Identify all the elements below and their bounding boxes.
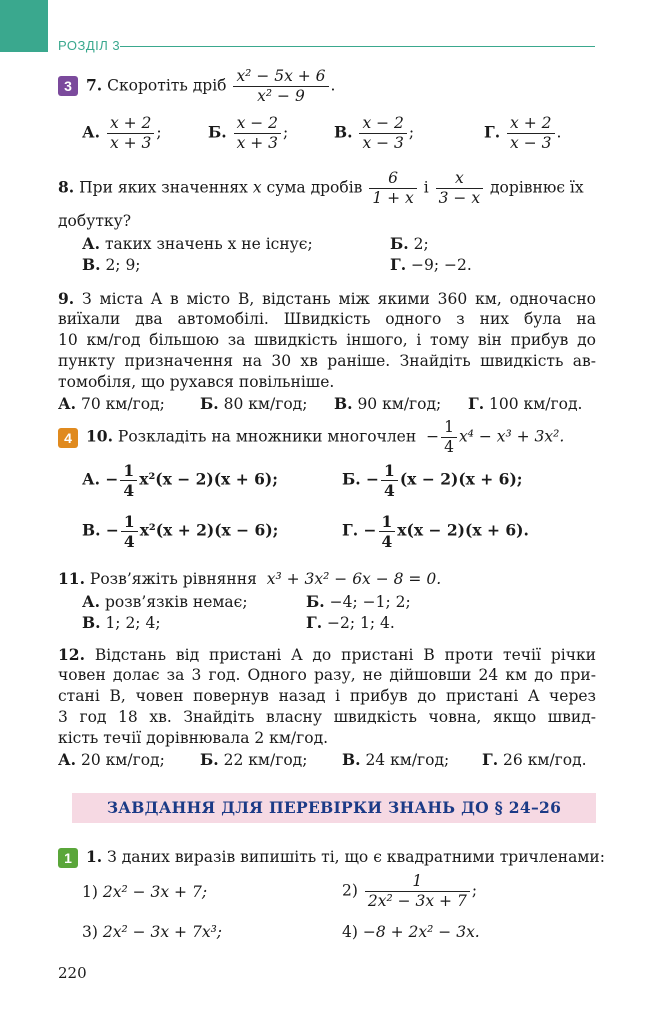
q8-option-a-text: таких значень x не існує; [104,235,313,253]
q8-option-c [82,254,141,276]
q7-option-b-label: Б. [208,122,227,142]
q7-option-c-num: x − 2 [359,114,406,134]
q9-option-b-text: 80 км/год; [223,395,308,413]
q10-option-d-num: 1 [379,512,396,532]
q7-option-b-num: x − 2 [234,114,281,134]
q8-frac2-den: 3 − x [438,189,481,207]
q10-poly-rest: x⁴ − x³ + 3x². [458,427,565,446]
q7-text: Скоротіть дріб [107,76,227,95]
q12-line-1 [58,644,596,666]
q11-option-b [306,591,411,613]
q7-option-d-label: Г. [484,122,501,142]
q10-option-b-num: 1 [381,461,398,481]
q12-option-d [482,749,587,771]
q8-var: x [252,178,262,197]
q10-option-c-den: 4 [123,532,135,551]
q8-option-d [390,254,472,276]
page-number: 220 [58,964,87,982]
q7-option-b-tail: ; [283,123,289,142]
q7-option-c-den: x − 3 [362,134,404,152]
q8-text1: При яких значеннях [79,178,248,197]
q7-number: 7. [86,75,103,95]
section-label: РОЗДІЛ 3 [58,38,121,53]
q8-frac1 [369,169,416,208]
q11-option-c [82,612,161,634]
q8-number: 8. [58,177,75,197]
q8-conj: і [423,178,429,197]
q12-line-5: кість течії дорівнювала 2 км/год. [58,729,329,747]
q9-option-a-text: 70 км/год; [80,395,165,413]
q7-option-a-frac [107,114,154,153]
banner-title: ЗАВДАННЯ ДЛЯ ПЕРЕВІРКИ ЗНАНЬ ДО § 24–26 [106,798,562,817]
q10-option-b: Б. − $\frac{1}{4}$ (x − 2)(x + 6); [342,461,523,500]
task1-item-4-label: 4) [342,923,358,941]
q10-option-c-num: 1 [121,512,138,532]
q8-option-a [82,233,313,255]
q11-option-d-text: −2; 1; 4. [327,614,395,632]
q8-frac2-num: x [436,169,483,189]
task1-item-3-label: 3) [82,923,98,941]
q10-option-a: А. − $\frac{1}{4}$ x²(x − 2)(x + 6); [82,461,278,500]
q10-option-a-label: А. [82,469,101,489]
q8-option-b-text: 2; [413,235,429,253]
q7-option-d-den: x − 3 [510,134,552,152]
q11-option-a-text: розв’язків немає; [104,593,248,611]
q12-line-4: 3 год 18 хв. Знайдіть власну швидкість човна, якщо швид- [58,708,596,726]
q10-option-d-label: Г. [342,520,359,540]
q10-option-b-rest: (x − 2)(x + 6); [399,469,523,489]
q8-option-a-label: А. [82,234,101,253]
q9-option-b [200,393,307,415]
header-rule [120,46,595,47]
q7-stem [86,67,335,106]
q7-option-d-frac [507,114,554,153]
q9-option-c-text: 90 км/год; [357,395,442,413]
q7-option-c-label: В. [334,122,353,142]
q12-option-a-label: А. [58,750,77,769]
q8-text2: сума дробів [266,178,363,197]
q11-text: Розв’яжіть рівняння [89,570,257,588]
q7-fraction [233,67,328,106]
q11-option-b-text: −4; −1; 2; [329,593,411,611]
task1-item-1-text: 2x² − 3x + 7; [102,883,208,901]
q10-option-c: В. − $\frac{1}{4}$ x²(x + 2)(x − 6); [82,512,279,551]
q7-option-a-tail: ; [156,123,162,142]
q7-option-c-tail: ; [408,123,415,142]
q10-poly-sign: − [426,427,440,446]
q9-option-d-label: Г. [468,394,485,413]
q12-option-c [342,749,449,771]
q10-number: 10. [86,426,113,446]
q8-option-b [390,233,429,255]
q11-option-a-label: А. [82,592,101,611]
q10-option-d-frac [379,512,396,551]
q8-text3: дорівнює їх [490,178,584,197]
q7-frac-den: x² − 9 [257,87,305,105]
q9-option-c [334,393,441,415]
task1-number: 1. [86,847,103,866]
q7-option-b [208,114,288,153]
q8-frac1-num: 6 [369,169,416,189]
q9-number: 9. [58,289,75,308]
q8-option-d-label: Г. [390,255,407,274]
q9-line-1-text: З міста A в місто B, відстань між якими 360 км, одночасно [82,290,596,308]
task1-item-3 [82,922,222,943]
q11-option-d-label: Г. [306,613,323,632]
q7-tail: . [330,76,336,95]
task1-item-3-text: 2x² − 3x + 7x³; [102,923,223,941]
q12-option-a-text: 20 км/год; [80,751,165,769]
task1-item-2-num: 1 [365,872,470,892]
q11-option-b-label: Б. [306,592,325,611]
q9-line-2: виїхали два автомобілі. Швидкість одного з них була на [58,310,596,328]
q12-line-2: човен долає за 3 год. Одного разу, не дійшовши 24 км до при- [58,666,596,684]
q11-equation: x³ + 3x² − 6x − 8 = 0. [266,570,442,588]
q9-option-c-label: В. [334,394,353,413]
level-1-badge-icon: 1 [58,848,78,868]
q8-line2: добутку? [58,212,132,230]
q7-option-a-label: А. [82,122,101,142]
task1-stem [86,846,605,868]
q12-option-c-label: В. [342,750,361,769]
q7-option-b-den: x + 3 [236,134,279,152]
task1-text: З даних виразів випишіть ті, що є квадратними тричленами: [107,848,605,866]
q8-option-b-label: Б. [390,234,409,253]
q10-option-d-den: 4 [381,532,393,551]
task1-item-2-label: 2) [342,881,358,900]
q7-option-b-frac [234,114,281,153]
q8-option-c-label: В. [82,255,101,274]
q9-line-4: пункту призначення на 30 хв раніше. Знайдіть швидкість ав- [58,352,596,370]
q9-option-d [468,393,582,415]
q10-option-a-den: 4 [123,481,135,500]
q11-option-c-label: В. [82,613,101,632]
q12-option-d-text: 26 км/год. [503,751,587,769]
q10-option-d-rest: x(x − 2)(x + 6). [397,520,529,540]
q7-option-a-num: x + 2 [107,114,154,134]
task1-item-2 [342,872,477,911]
q7-option-c-frac [359,114,406,153]
q7-option-a-den: x + 3 [109,134,152,152]
q12-option-b [200,749,307,771]
q9-line-5: томобіля, що рухався повільніше. [58,373,335,391]
q7-option-d-tail: . [556,123,562,142]
level-4-badge-icon: 4 [58,428,78,448]
q10-option-b-frac [381,461,398,500]
q7-option-a [82,114,162,153]
task1-item-2-den: 2x² − 3x + 7 [367,892,467,910]
q7-frac-num: x² − 5x + 6 [233,67,328,87]
task1-item-2-tail: ; [471,881,478,900]
q12-line-3: стані B, човен повернув назад і прибув до пристані A через [58,687,596,705]
q10-option-c-rest: x²(x + 2)(x − 6); [139,520,279,540]
q8-option-c-text: 2; 9; [105,256,141,274]
task1-item-1 [82,882,207,903]
task1-item-4-text: −8 + 2x² − 3x. [362,923,480,941]
q11-option-d [306,612,395,634]
q12-option-b-text: 22 км/год; [223,751,308,769]
q11-number: 11. [58,569,85,588]
q10-option-d: Г. − $\frac{1}{4}$ x(x − 2)(x + 6). [342,512,529,551]
q12-option-b-label: Б. [200,750,219,769]
task1-item-2-frac [365,872,470,911]
q10-poly-num: 1 [441,418,457,438]
q10-option-a-frac [120,461,137,500]
corner-tab [0,0,48,52]
q11-stem [58,568,441,590]
q10-poly-den: 4 [444,438,454,456]
q10-poly-frac [441,418,457,457]
q8-frac1-den: 1 + x [372,189,414,207]
q12-line-1-text: Відстань від пристані A до пристані B проти течії річки [94,646,596,664]
q10-text: Розкладіть на множники многочлен [117,427,417,446]
q8-option-d-text: −9; −2. [411,256,472,274]
q8-stem [58,169,584,208]
level-3-badge-icon: 3 [58,76,78,96]
q12-option-a [58,749,165,771]
q9-line-3: 10 км/год більшою за швидкість іншого, і тому він прибув до [58,331,596,349]
q11-option-a [82,591,248,613]
task1-item-1-label: 1) [82,883,98,901]
q9-option-b-label: Б. [200,394,219,413]
task1-item-4 [342,922,480,943]
q10-option-a-num: 1 [120,461,137,481]
q10-option-c-frac [121,512,138,551]
q9-option-a-label: А. [58,394,77,413]
q10-option-b-label: Б. [342,469,361,489]
q10-option-a-rest: x²(x − 2)(x + 6); [139,469,278,489]
q10-option-c-label: В. [82,520,101,540]
q10-stem [86,418,564,457]
q8-frac2 [436,169,483,208]
q7-option-c [334,114,414,153]
q7-option-d [484,114,561,153]
q9-line-1 [58,288,596,310]
q12-option-d-label: Г. [482,750,499,769]
q7-option-d-num: x + 2 [507,114,554,134]
q9-option-d-text: 100 км/год. [489,395,583,413]
q10-option-b-den: 4 [384,481,395,500]
q9-option-a [58,393,165,415]
q12-option-c-text: 24 км/год; [365,751,450,769]
q12-number: 12. [58,645,85,664]
q11-option-c-text: 1; 2; 4; [105,614,161,632]
